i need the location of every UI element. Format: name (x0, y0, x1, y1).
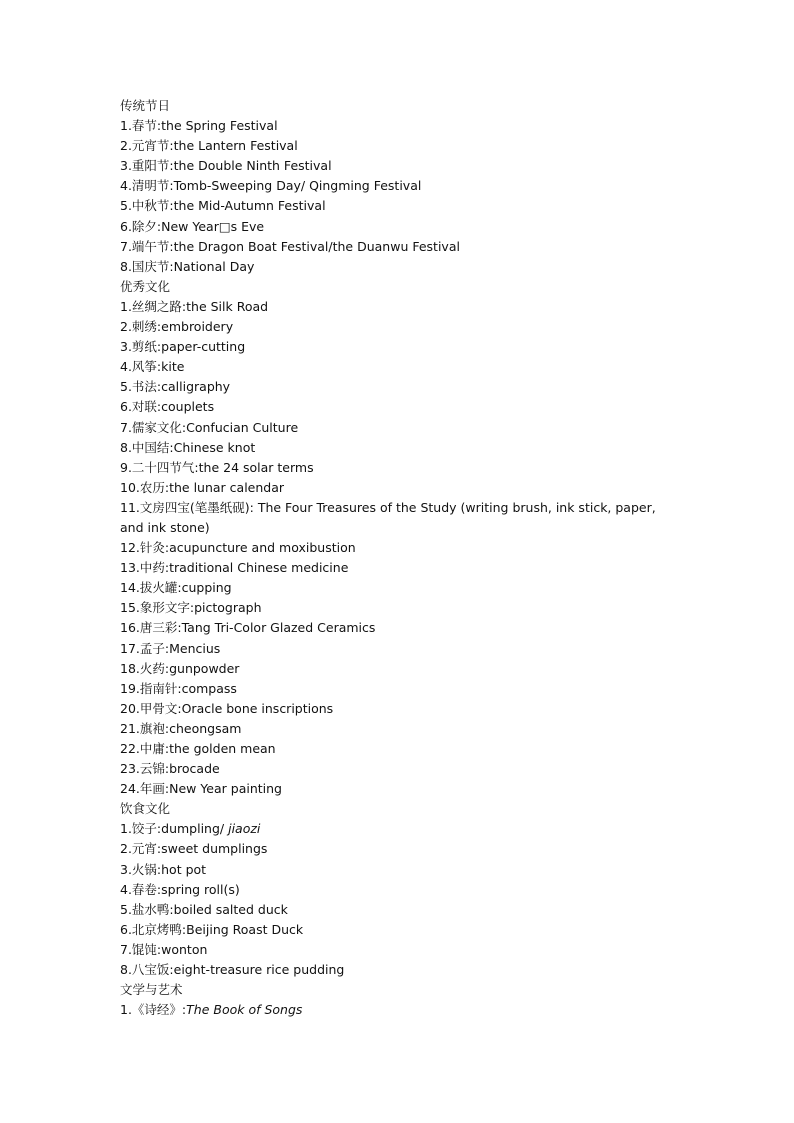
list-item-text: 8.中国结:Chinese knot (120, 439, 256, 455)
list-item-text: 17.孟子:Mencius (120, 640, 221, 656)
list-item (120, 317, 680, 337)
list-item (120, 578, 680, 598)
list-item (120, 377, 680, 397)
list-item (120, 598, 680, 618)
list-item (120, 860, 680, 880)
list-item (120, 659, 680, 679)
list-item-text: 15.象形文字:pictograph (120, 600, 262, 616)
section-heading: 文学与艺术 (120, 982, 183, 998)
list-item-text: 22.中庸:the golden mean (120, 741, 276, 756)
list-item-text: 5.书法:calligraphy (120, 379, 231, 395)
list-item-text: 9.二十四节气:the 24 solar terms (120, 459, 314, 475)
list-item-text: 19.指南针:compass (120, 680, 237, 696)
list-item (120, 639, 680, 659)
section-heading: 传统节日 (120, 98, 171, 113)
list-item (120, 900, 680, 920)
list-item (120, 357, 680, 377)
list-item (120, 960, 680, 980)
list-item-text: 13.中药:traditional Chinese medicine (120, 560, 349, 576)
section-heading: 优秀文化 (120, 278, 171, 294)
list-item-text: 4.春卷:spring roll(s) (120, 881, 240, 897)
list-item (120, 1000, 680, 1020)
section-heading: 饮食文化 (120, 801, 171, 817)
list-item (120, 819, 680, 839)
list-item (120, 719, 680, 739)
list-item-text: 8.八宝饭:eight-treasure rice pudding (120, 962, 345, 978)
list-item-text: 14.拔火罐:cupping (120, 580, 232, 596)
list-item (120, 498, 680, 538)
list-item-text: 6.除夕:New Year□s Eve (120, 218, 265, 234)
list-item-text: 3.剪纸:paper-cutting (120, 339, 246, 355)
list-item-text: 1.饺子:dumpling/ (120, 821, 229, 837)
list-item (120, 156, 680, 176)
list-item (120, 759, 680, 779)
list-item (120, 337, 680, 357)
list-item (120, 438, 680, 458)
list-item (120, 940, 680, 960)
list-item-text: 21.旗袍:cheongsam (120, 720, 242, 736)
list-item (120, 418, 680, 438)
document-page (120, 96, 680, 1020)
list-item (120, 176, 680, 196)
list-item-text: 23.云锦:brocade (120, 761, 220, 777)
list-item-text: 24.年画:New Year painting (120, 781, 282, 797)
list-item (120, 920, 680, 940)
list-item-text: 1.春节:the Spring Festival (120, 118, 278, 134)
list-item (120, 779, 680, 799)
list-item-italic-text: The Book of Songs (186, 1002, 303, 1018)
list-item-text: 6.对联:couplets (120, 399, 215, 415)
list-item (120, 538, 680, 558)
list-item (120, 618, 680, 638)
list-item (120, 237, 680, 257)
list-item-text: 1.丝绸之路:the Silk Road (120, 298, 269, 314)
list-item-text: 5.盐水鸭:boiled salted duck (120, 901, 288, 917)
list-item-text: 20.甲骨文:Oracle bone inscriptions (120, 700, 334, 716)
list-item-text: 4.清明节:Tomb-Sweeping Day/ Qingming Festival (120, 178, 422, 194)
list-item (120, 257, 680, 277)
list-item-text: 4.风筝:kite (120, 359, 185, 375)
list-item (120, 478, 680, 498)
list-item-text: 18.火药:gunpowder (120, 660, 240, 676)
list-item-text: 2.刺绣:embroidery (120, 319, 234, 335)
list-item-italic-text: jiaozi (228, 821, 261, 837)
list-item (120, 217, 680, 237)
list-item (120, 297, 680, 317)
list-item (120, 739, 680, 759)
list-item-text: 1.《诗经》: (120, 1002, 187, 1018)
list-item-text: 2.元宵节:the Lantern Festival (120, 138, 298, 154)
list-item-text: 6.北京烤鸭:Beijing Roast Duck (120, 921, 304, 937)
list-item (120, 880, 680, 900)
list-item-text: 7.馄饨:wonton (120, 941, 208, 957)
list-item-text: 5.中秋节:the Mid-Autumn Festival (120, 198, 326, 214)
list-item (120, 679, 680, 699)
list-item (120, 196, 680, 216)
list-item (120, 116, 680, 136)
list-item-text: 11.文房四宝(笔墨纸砚): The Four Treasures of the Study (writing brush, ink stick, paper, and ink stone) (120, 499, 656, 535)
list-item (120, 458, 680, 478)
list-item-text: 7.端午节:the Dragon Boat Festival/the Duanwu Festival (120, 238, 460, 254)
list-item-text: 2.元宵:sweet dumplings (120, 841, 268, 857)
list-item (120, 839, 680, 859)
list-item-text: 16.唐三彩:Tang Tri-Color Glazed Ceramics (120, 620, 376, 636)
list-item-text: 3.重阳节:the Double Ninth Festival (120, 158, 332, 174)
list-item-text: 8.国庆节:National Day (120, 258, 255, 274)
list-item (120, 397, 680, 417)
list-item (120, 558, 680, 578)
list-item-text: 12.针灸:acupuncture and moxibustion (120, 540, 356, 556)
list-item (120, 699, 680, 719)
list-item-text: 7.儒家文化:Confucian Culture (120, 419, 299, 435)
list-item-text: 10.农历:the lunar calendar (120, 479, 285, 495)
list-item (120, 136, 680, 156)
list-item-text: 3.火锅:hot pot (120, 861, 207, 877)
